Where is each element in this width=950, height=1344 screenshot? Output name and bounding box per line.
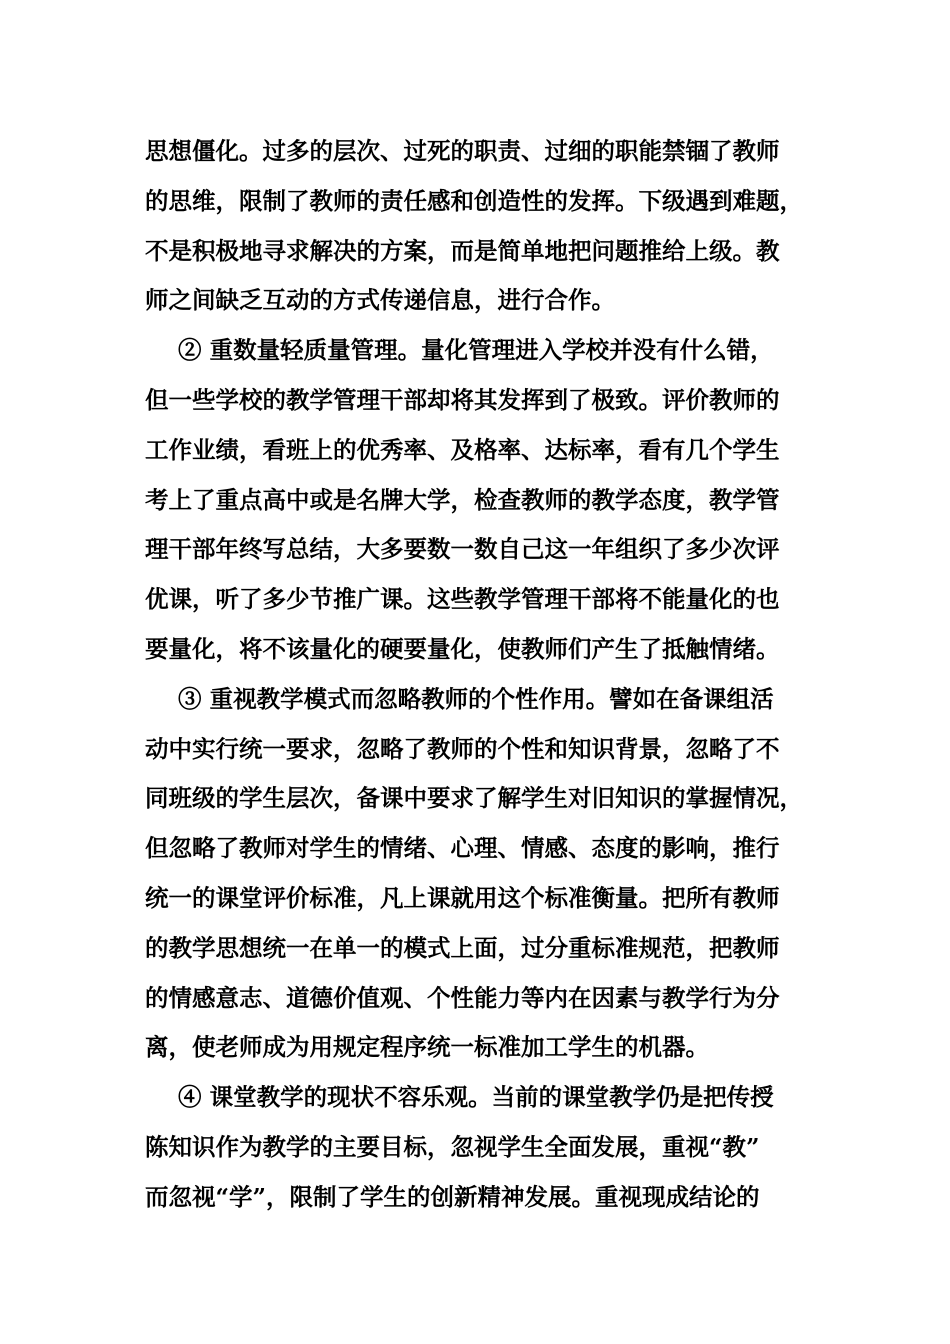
text-line: 工作业绩，看班上的优秀率、及格率、达标率，看有几个学生 <box>145 435 780 464</box>
text-line: 的情感意志、道德价值观、个性能力等内在因素与教学行为分 <box>145 983 780 1012</box>
text-line: 同班级的学生层次，备课中要求了解学生对旧知识的掌握情况， <box>145 784 803 813</box>
body-text <box>145 127 825 1223</box>
text-line: 陈知识作为教学的主要目标，忽视学生全面发展，重视“教” <box>145 1132 760 1161</box>
text-line: 的教学思想统一在单一的模式上面，过分重标准规范，把教师 <box>145 933 780 962</box>
text-line: 但一些学校的教学管理干部却将其发挥到了极致。评价教师的 <box>145 385 780 414</box>
text-line: 不是积极地寻求解决的方案，而是简单地把问题推给上级。教 <box>145 236 780 265</box>
text-line: 动中实行统一要求，忽略了教师的个性和知识背景，忽略了不 <box>145 734 780 763</box>
text-line: 思想僵化。过多的层次、过死的职责、过细的职能禁锢了教师 <box>145 137 780 165</box>
text-line: 要量化，将不该量化的硬要量化，使教师们产生了抵触情绪。 <box>145 634 780 663</box>
text-line: ② 重数量轻质量管理。量化管理进入学校并没有什么错， <box>178 336 774 365</box>
text-line: 优课，听了多少节推广课。这些教学管理干部将不能量化的也 <box>145 585 780 614</box>
text-line: 而忽视“学”，限制了学生的创新精神发展。重视现成结论的 <box>145 1182 760 1211</box>
text-line: 考上了重点高中或是名牌大学，检查教师的教学态度，教学管 <box>145 485 780 514</box>
text-line: ③ 重视教学模式而忽略教师的个性作用。譬如在备课组活 <box>178 684 774 713</box>
text-line: ④ 课堂教学的现状不容乐观。当前的课堂教学仍是把传授 <box>178 1083 774 1112</box>
text-line: 的思维，限制了教师的责任感和创造性的发挥。下级遇到难题， <box>145 186 803 215</box>
text-line: 但忽略了教师对学生的情绪、心理、情感、态度的影响，推行 <box>145 834 780 863</box>
text-line: 统一的课堂评价标准，凡上课就用这个标准衡量。把所有教师 <box>145 883 780 912</box>
text-line: 理干部年终写总结，大多要数一数自己这一年组织了多少次评 <box>145 535 780 564</box>
text-line: 师之间缺乏互动的方式传递信息，进行合作。 <box>145 286 615 315</box>
text-line: 离，使老师成为用规定程序统一标准加工学生的机器。 <box>145 1033 709 1062</box>
